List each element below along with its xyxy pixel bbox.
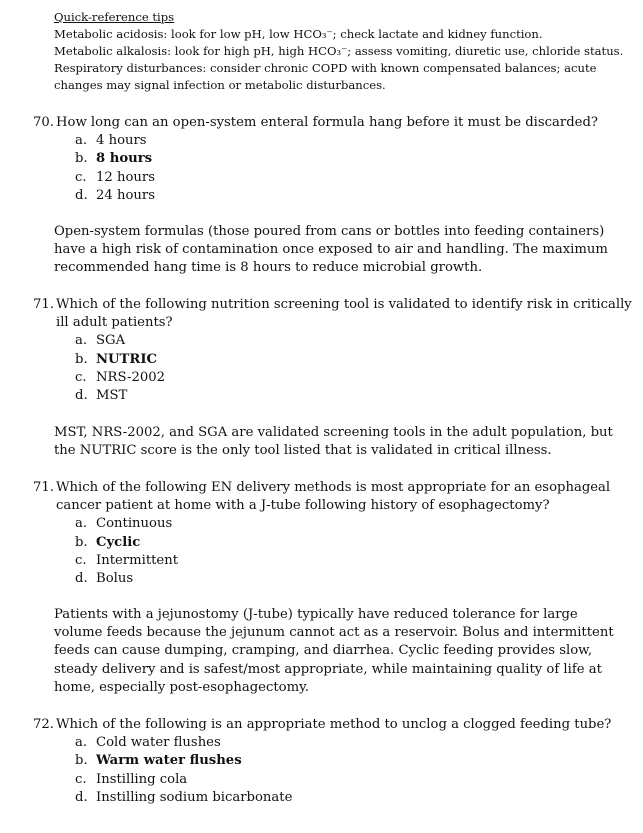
option-text: Instilling cola <box>96 771 188 787</box>
option-text: Cyclic <box>96 534 141 550</box>
option-b-correct <box>75 752 633 770</box>
option-letter: b. <box>75 151 88 167</box>
option-text: Continuous <box>96 516 173 532</box>
option-letter: c. <box>75 771 87 787</box>
option-text: 4 hours <box>96 133 147 149</box>
option-c <box>75 369 633 387</box>
option-letter: b. <box>75 753 88 769</box>
option-text: Cold water flushes <box>96 735 221 751</box>
question-stem <box>33 479 633 515</box>
answer-options <box>75 132 633 205</box>
option-letter: b. <box>75 351 88 367</box>
question-70 <box>33 114 633 205</box>
option-text: Warm water flushes <box>96 753 242 769</box>
answer-options <box>75 734 633 807</box>
option-letter: a. <box>75 333 88 349</box>
answer-options <box>75 515 633 588</box>
option-text: 8 hours <box>96 151 153 167</box>
option-letter: d. <box>75 388 88 404</box>
answer-options <box>75 332 633 405</box>
question-71-screening <box>33 296 633 405</box>
tips-title: Quick-reference tips <box>54 10 175 24</box>
option-a <box>75 332 633 350</box>
option-letter: b. <box>75 534 88 550</box>
option-text: MST <box>96 388 128 404</box>
question-text: Which of the following is an appropriate method to unclog a clogged feeding tube? <box>56 717 612 732</box>
explanation-71-delivery: Patients with a jejunostomy (J-tube) typically have reduced tolerance for large volume feeds because the jejunum cannot act as a reservoir. Bolus and intermittent feeds can cause dumping, cramping, and diarrhea. Cyclic feeding provides slow, steady delivery and is safest/most appropriate, while maintaining quality of life at home, especially post-esophagectomy. <box>54 607 614 695</box>
option-text: 24 hours <box>96 187 155 203</box>
option-a <box>75 734 633 752</box>
option-d <box>75 187 633 205</box>
quick-reference-tips <box>54 9 634 94</box>
option-c <box>75 169 633 187</box>
question-stem <box>33 296 633 332</box>
option-b-correct <box>75 534 633 552</box>
option-letter: d. <box>75 571 88 587</box>
option-letter: c. <box>75 169 87 185</box>
question-71-delivery <box>33 479 633 588</box>
question-number: 70. <box>33 115 54 130</box>
option-text: SGA <box>96 333 126 349</box>
option-letter: d. <box>75 789 88 805</box>
option-text: Intermittent <box>96 552 179 568</box>
option-letter: a. <box>75 133 88 149</box>
question-text: Which of the following EN delivery methods is most appropriate for an esophageal cancer patient at home with a J-tube following history of esophagectomy? <box>56 480 611 514</box>
option-letter: a. <box>75 735 88 751</box>
option-c <box>75 552 633 570</box>
tip-metabolic-alkalosis: Metabolic alkalosis: look for high pH, high HCO₃⁻; assess vomiting, diuretic use, chloride status. <box>54 44 624 58</box>
question-number: 72. <box>33 717 54 732</box>
question-number: 71. <box>33 297 54 312</box>
option-b-correct <box>75 351 633 369</box>
option-letter: c. <box>75 552 87 568</box>
option-a <box>75 132 633 150</box>
option-d <box>75 789 633 807</box>
explanation-70: Open-system formulas (those poured from cans or bottles into feeding containers) have a high risk of contamination once exposed to air and handling. The maximum recommended hang time is 8 hours to reduce microbial growth. <box>54 224 608 276</box>
question-72 <box>33 716 633 807</box>
question-text: How long can an open-system enteral formula hang before it must be discarded? <box>56 115 598 130</box>
option-letter: a. <box>75 516 88 532</box>
option-text: NRS-2002 <box>96 369 166 385</box>
tip-respiratory-disturbances: Respiratory disturbances: consider chronic COPD with known compensated balances; acute changes may signal infection or metabolic disturbances. <box>54 61 597 92</box>
option-text: NUTRIC <box>96 351 157 367</box>
option-d <box>75 387 633 405</box>
option-d <box>75 570 633 588</box>
option-letter: c. <box>75 369 87 385</box>
question-stem <box>33 716 633 734</box>
question-number: 71. <box>33 480 54 495</box>
option-text: Instilling sodium bicarbonate <box>96 789 293 805</box>
question-stem <box>33 114 633 132</box>
option-text: 12 hours <box>96 169 155 185</box>
option-letter: d. <box>75 187 88 203</box>
explanation-71-screening: MST, NRS-2002, and SGA are validated screening tools in the adult population, but the NUTRIC score is the only tool listed that is validated in critical illness. <box>54 425 613 459</box>
option-c <box>75 771 633 789</box>
option-text: Bolus <box>96 571 134 587</box>
option-b-correct <box>75 150 633 168</box>
question-text: Which of the following nutrition screening tool is validated to identify risk in critically ill adult patients? <box>56 297 632 331</box>
option-a <box>75 515 633 533</box>
tip-metabolic-acidosis: Metabolic acidosis: look for low pH, low HCO₃⁻; check lactate and kidney function. <box>54 27 543 41</box>
